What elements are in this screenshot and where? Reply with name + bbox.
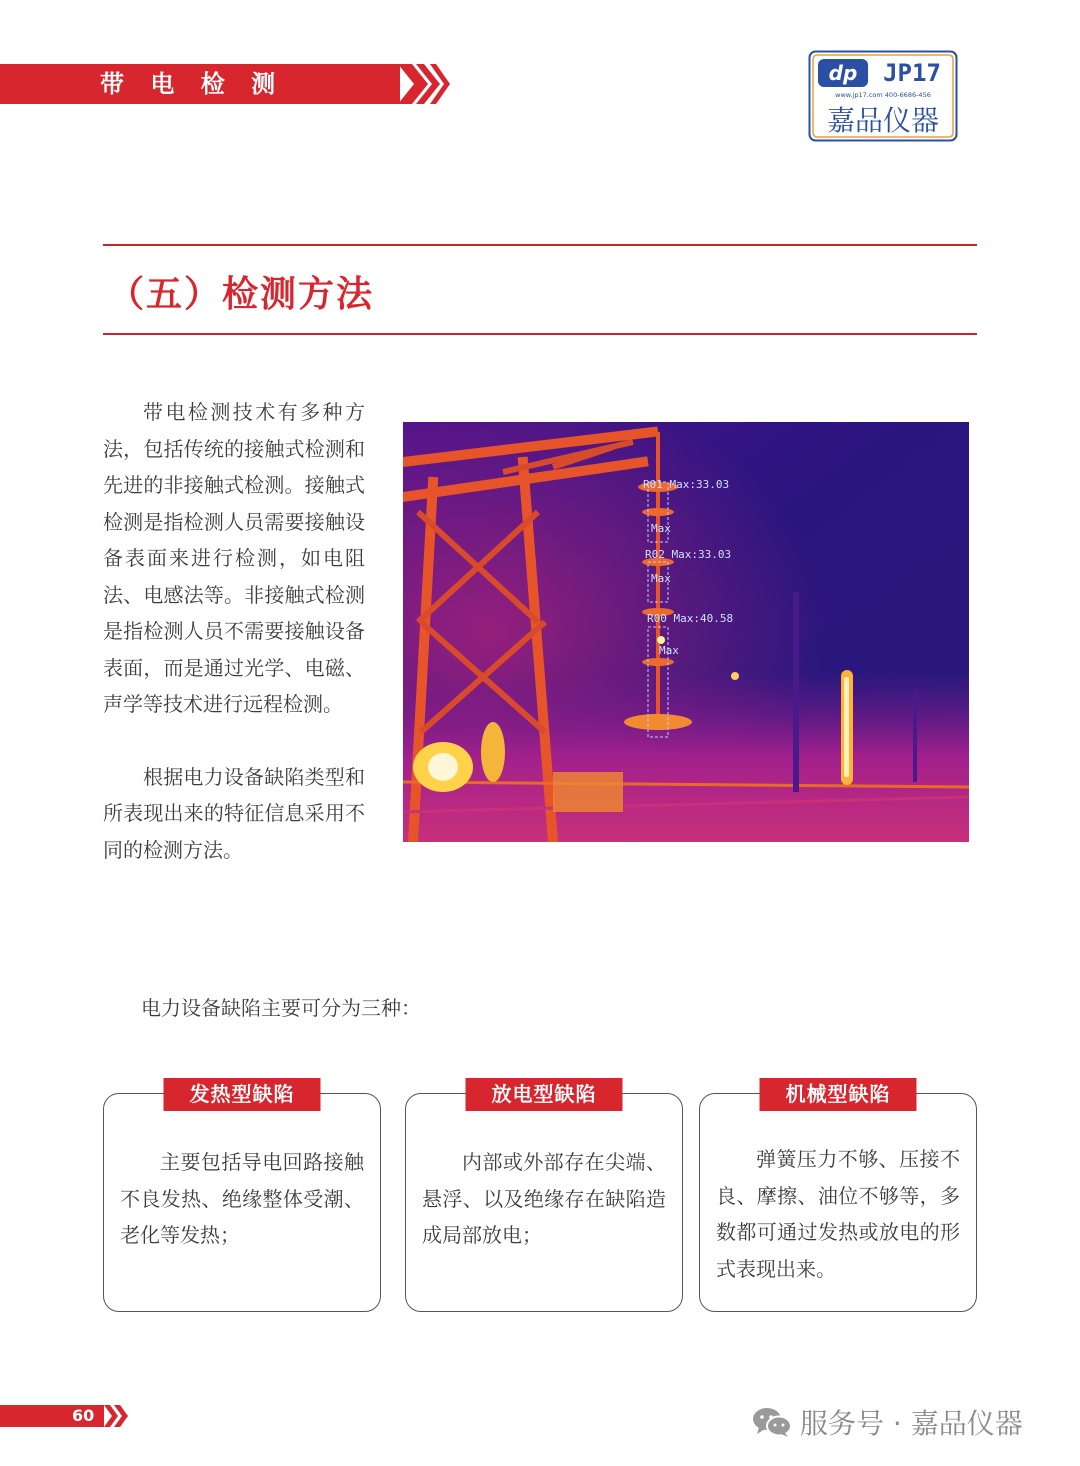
svg-text:嘉品仪器: 嘉品仪器 [826, 104, 940, 137]
chevron-right-icon [398, 64, 450, 104]
defect-card-mechanical [699, 1082, 977, 1312]
defect-card-discharge [405, 1082, 683, 1312]
watermark-text: 服务号 · 嘉品仪器 [800, 1407, 1023, 1440]
title-rule-top [103, 244, 977, 246]
defect-card-title: 发热型缺陷 [164, 1078, 321, 1111]
defect-card-thermal [103, 1082, 381, 1312]
thermal-label-r00: R00 Max:40.58 [647, 612, 734, 625]
defect-card-body: 弹簧压力不够、压接不良、摩擦、油位不够等，多数都可通过发热或放电的形式表现出来。 [716, 1147, 960, 1281]
defects-lead: 电力设备缺陷主要可分为三种： [141, 996, 421, 1020]
defect-card-body: 主要包括导电回路接触不良发热、绝缘整体受潮、老化等发热； [120, 1150, 364, 1247]
chevron-right-icon [104, 1405, 130, 1427]
header-section-label: 带 电 检 测 [100, 70, 285, 98]
svg-text:JP17: JP17 [883, 59, 941, 87]
thermal-image [403, 422, 969, 842]
watermark [752, 1402, 1023, 1442]
svg-text:dp: dp [828, 61, 858, 85]
thermal-max-1: Max [651, 522, 671, 535]
defect-card-title: 机械型缺陷 [760, 1078, 917, 1111]
thermal-label-r01: R01 Max:33.03 [643, 478, 730, 491]
brand-logo [808, 50, 958, 142]
intro-paragraph-1: 带电检测技术有多种方法，包括传统的接触式检测和先进的非接触式检测。接触式检测是指检测人员需要接触设备表面来进行检测，如电阻法、电感法等。非接触式检测是指检测人员不需要接触设备表面，而是通过光学、电磁、声学等技术进行远程检测。 [103, 400, 365, 716]
svg-text:www.jp17.com 400-6686-456: www.jp17.com 400-6686-456 [835, 91, 931, 99]
page-number: 60 [72, 1406, 95, 1425]
intro-text [103, 394, 365, 868]
defect-card-body: 内部或外部存在尖端、悬浮、以及绝缘存在缺陷造成局部放电； [422, 1150, 666, 1247]
thermal-max-2: Max [651, 572, 671, 585]
thermal-label-r02: R02 Max:33.03 [645, 548, 732, 561]
section-title: （五）检测方法 [108, 274, 375, 315]
title-rule-bottom [103, 333, 977, 335]
thermal-max-3: Max [659, 644, 679, 657]
intro-paragraph-2: 根据电力设备缺陷类型和所表现出来的特征信息采用不同的检测方法。 [103, 764, 365, 862]
defect-card-title: 放电型缺陷 [466, 1078, 623, 1111]
wechat-icon [752, 1406, 792, 1438]
